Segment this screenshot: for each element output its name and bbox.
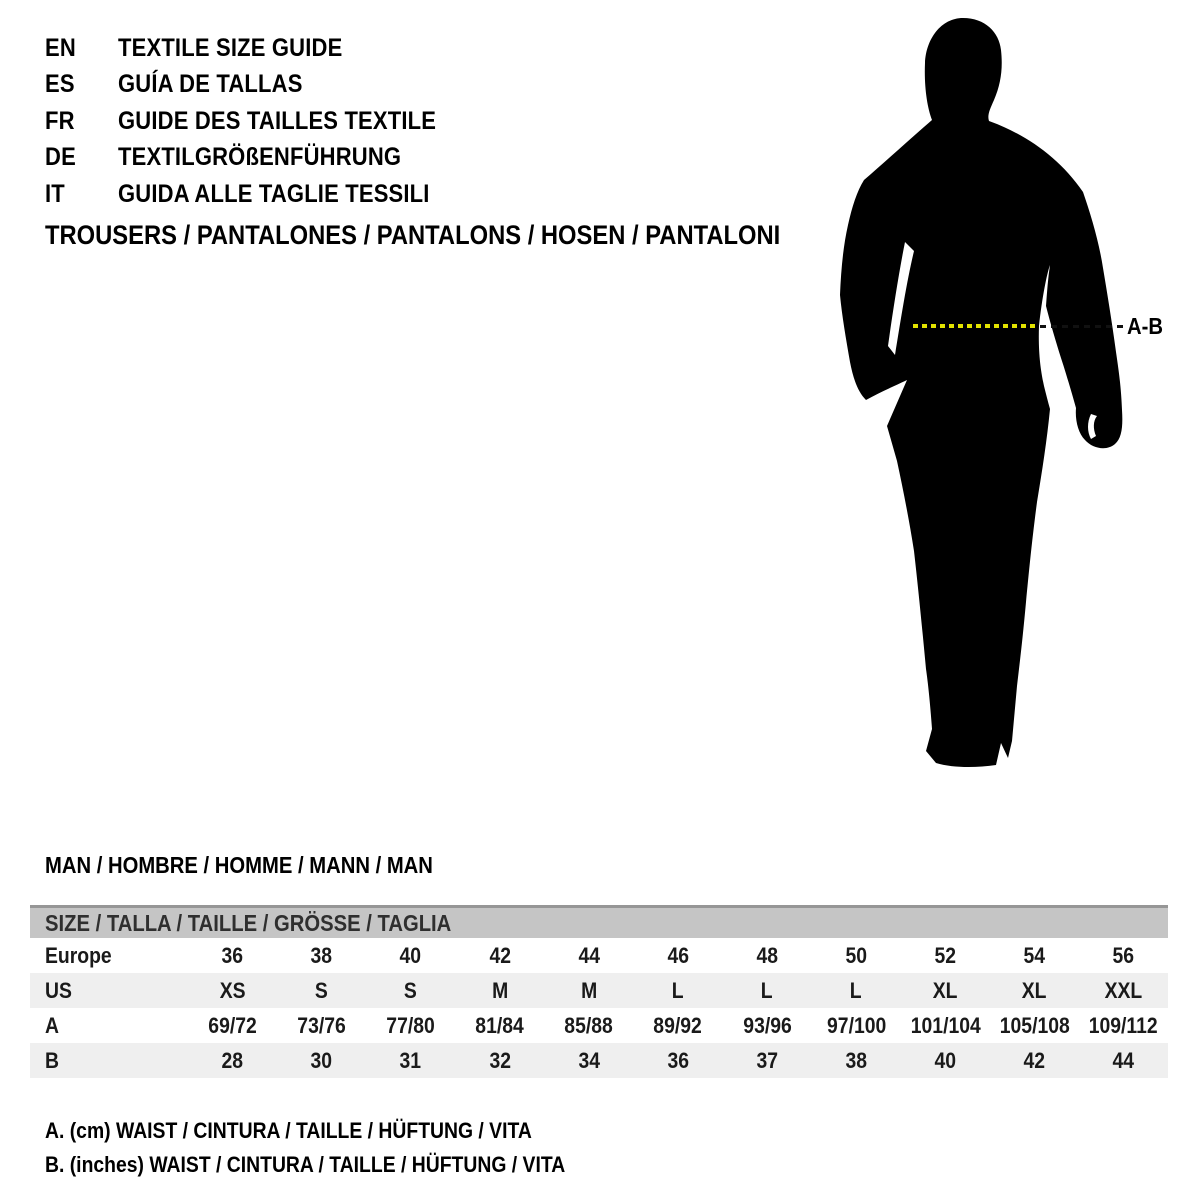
size-cell: 85/88 <box>564 1012 614 1038</box>
guide-title-fr: GUIDE DES TAILLES TEXTILE <box>118 106 437 135</box>
size-cell: 38 <box>845 1047 867 1073</box>
size-table-header: SIZE / TALLA / TAILLE / GRÖSSE / TAGLIA <box>30 905 1168 938</box>
row-label: US <box>45 977 72 1003</box>
language-row-es <box>45 67 480 104</box>
size-cell: 89/92 <box>653 1012 703 1038</box>
size-cell: 28 <box>221 1047 244 1073</box>
language-code: DE <box>45 143 76 172</box>
size-cell: S <box>404 977 418 1003</box>
size-cell: 105/108 <box>999 1012 1070 1038</box>
size-cell: 46 <box>667 942 689 968</box>
size-cell: M <box>491 977 508 1003</box>
waist-measure-line-black <box>1040 325 1124 328</box>
table-row-a-cm <box>30 1008 1168 1043</box>
size-cell: 34 <box>578 1047 600 1073</box>
man-body-shape <box>840 18 1122 767</box>
measurement-notes <box>45 1114 636 1182</box>
language-code: IT <box>45 179 65 208</box>
size-cell: XS <box>219 977 246 1003</box>
note-b-inches: B. (inches) WAIST / CINTURA / TAILLE / HÜFTUNG / VITA <box>45 1152 566 1177</box>
size-cell: 44 <box>1112 1047 1135 1073</box>
size-cell: 97/100 <box>826 1012 886 1038</box>
size-cell: 54 <box>1023 942 1046 968</box>
size-cell: 38 <box>310 942 333 968</box>
size-cell: L <box>850 977 863 1003</box>
size-cell: S <box>315 977 329 1003</box>
size-cell: 52 <box>934 942 957 968</box>
garment-type-title: TROUSERS / PANTALONES / PANTALONS / HOSEN / PANTALONI <box>45 220 781 250</box>
table-row-europe <box>30 938 1168 973</box>
size-cell: 48 <box>756 942 778 968</box>
language-code: FR <box>45 106 75 135</box>
size-cell: 40 <box>399 942 422 968</box>
table-row-us <box>30 973 1168 1008</box>
man-silhouette <box>835 10 1135 790</box>
size-cell: XL <box>1022 977 1047 1003</box>
size-cell: 36 <box>221 942 244 968</box>
guide-title-en: TEXTILE SIZE GUIDE <box>118 33 343 62</box>
guide-title-de: TEXTILGRÖßENFÜHRUNG <box>118 143 402 172</box>
size-cell: L <box>672 977 684 1003</box>
size-cell: 40 <box>934 1047 957 1073</box>
size-cell: 42 <box>1023 1047 1046 1073</box>
table-row-b-inches <box>30 1043 1168 1078</box>
size-cell: 109/112 <box>1089 1012 1158 1038</box>
size-cell: 42 <box>489 942 511 968</box>
row-label: Europe <box>45 942 112 968</box>
size-cell: XL <box>932 977 958 1003</box>
language-row-fr <box>45 103 480 140</box>
size-cell: 44 <box>578 942 600 968</box>
size-cell: 32 <box>489 1047 511 1073</box>
row-label: A <box>45 1012 59 1038</box>
size-cell: 56 <box>1112 942 1135 968</box>
size-cell: 50 <box>845 942 867 968</box>
language-code: ES <box>45 70 75 99</box>
measure-label: A-B <box>1127 313 1163 339</box>
waist-measure-line-yellow <box>913 324 1037 328</box>
size-cell: 37 <box>756 1047 778 1073</box>
size-cell: 31 <box>399 1047 422 1073</box>
size-cell: 77/80 <box>386 1012 435 1038</box>
size-cell: L <box>761 977 774 1003</box>
size-cell: 36 <box>667 1047 689 1073</box>
size-cell: 73/76 <box>297 1012 346 1038</box>
language-row-en <box>45 30 480 67</box>
language-code: EN <box>45 33 76 62</box>
size-table <box>30 905 1168 1078</box>
size-cell: 81/84 <box>475 1012 525 1038</box>
size-cell: M <box>580 977 597 1003</box>
section-title-man: MAN / HOMBRE / HOMME / MANN / MAN <box>45 852 433 878</box>
size-cell: 101/104 <box>910 1012 981 1038</box>
note-a-cm: A. (cm) WAIST / CINTURA / TAILLE / HÜFTUNG / VITA <box>45 1118 532 1143</box>
row-label: B <box>45 1047 59 1073</box>
size-cell: 30 <box>310 1047 333 1073</box>
size-cell: 69/72 <box>208 1012 257 1038</box>
language-row-de <box>45 140 480 177</box>
guide-title-it: GUIDA ALLE TAGLIE TESSILI <box>118 179 430 208</box>
language-row-it <box>45 176 480 213</box>
language-title-block <box>45 30 480 213</box>
size-cell: 93/96 <box>742 1012 792 1038</box>
size-cell: XXL <box>1104 977 1143 1003</box>
guide-title-es: GUÍA DE TALLAS <box>118 70 303 99</box>
man-silhouette-svg <box>835 10 1135 790</box>
